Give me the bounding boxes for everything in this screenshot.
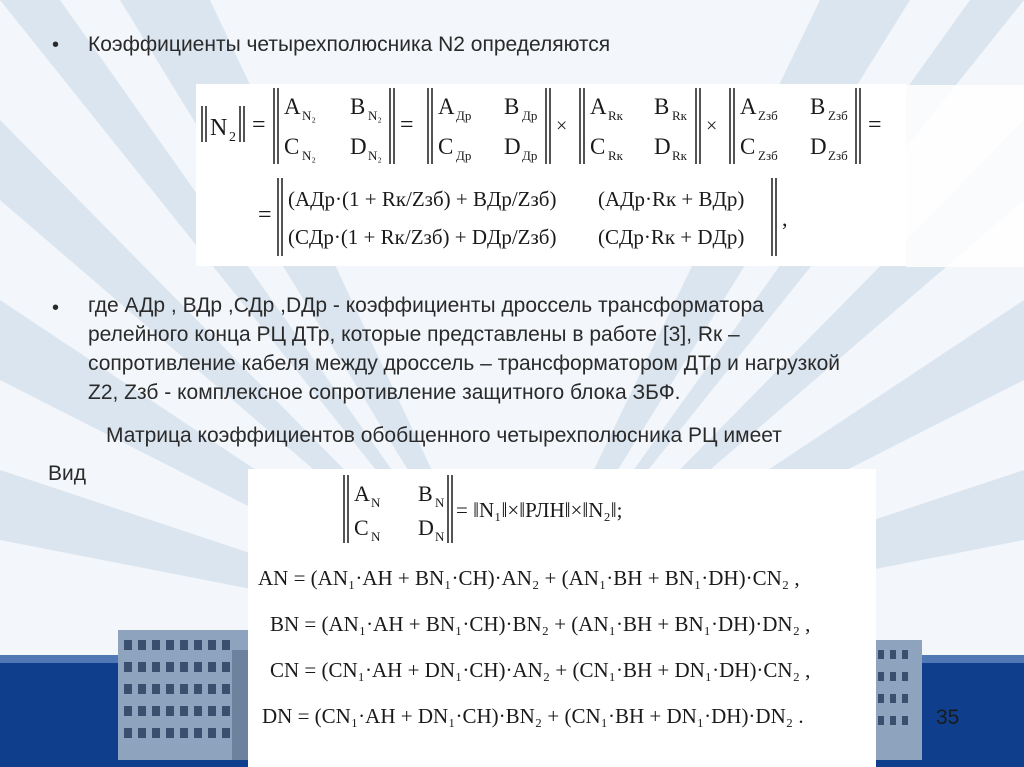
result-row1-left: (AДр·(1 + Rк/Zзб) + BДр/Zзб): [288, 187, 557, 211]
f2-rhs: = ‖N₁‖×‖РЛН‖×‖N₂‖;: [456, 498, 623, 522]
formula2-line-dn: DN = (CN₁·AН + DN₁·CН)·BN₂ + (CN₁·BН + DN₁·DН)·DN₂ .: [262, 704, 804, 728]
m1-d-sub: N₂: [368, 148, 382, 163]
m1-d: D: [350, 134, 367, 159]
m3-b-sub: Rк: [672, 108, 687, 123]
result-row1-right: (AДр·Rк + BДр): [598, 187, 745, 211]
equals-sign: =: [252, 112, 266, 138]
equals-sign: =: [400, 112, 414, 138]
f2-m-d: D: [418, 515, 434, 540]
formula2-box: [248, 469, 876, 767]
m2-b: B: [504, 94, 520, 119]
f2-m-c-sub: N: [371, 529, 381, 544]
m2-b-sub: Др: [522, 108, 538, 123]
comma: ,: [782, 206, 788, 231]
formula1-lhs-sub: 2: [229, 130, 236, 145]
f2-m-d-sub: N: [435, 529, 445, 544]
m3-a: A: [590, 94, 607, 119]
bullet1-text: Коэффициенты четырехполюсника N2 определяются: [88, 33, 611, 56]
m2-a: A: [438, 94, 455, 119]
matrix-n2: [274, 88, 414, 164]
matrix-zzb: [730, 88, 882, 164]
formula2-line-bn: BN = (AN₁·AН + BN₁·CН)·BN₂ + (AN₁·BН + BN₁·DН)·DN₂ ,: [270, 612, 811, 636]
formula1-box: [196, 84, 906, 266]
formula2-line-cn: CN = (CN₁·AН + DN₁·CН)·AN₂ + (CN₁·BН + DN₁·DН)·CN₂ ,: [270, 658, 811, 682]
page-number: 35: [936, 706, 960, 729]
times-sign: ×: [556, 115, 568, 137]
indent-text: Матрица коэффициентов обобщенного четырехполюсника РЦ имеет: [106, 424, 782, 447]
result-row2-right: (CДр·Rк + DДр): [598, 225, 745, 249]
m4-a-sub: Zзб: [758, 108, 778, 123]
bullet-marker: •: [52, 34, 60, 56]
bullet-marker: •: [52, 297, 60, 319]
m4-a: A: [740, 94, 757, 119]
m2-a-sub: Др: [456, 108, 472, 123]
m2-d: D: [504, 134, 521, 159]
building-right: [872, 640, 922, 760]
m1-a: A: [284, 94, 301, 119]
f2-m-b: B: [418, 481, 433, 506]
f2-m-c: C: [354, 515, 369, 540]
m3-d-sub: Rк: [672, 148, 687, 163]
bullet2-line3: сопротивление кабеля между дроссель – трансформатором ДТр и нагрузкой: [88, 352, 841, 375]
f2-m-a: A: [354, 481, 370, 506]
bullet2-line4: Z2, Zзб - комплексное сопротивление защитного блока ЗБФ.: [88, 381, 681, 404]
vid-text: Вид: [48, 462, 86, 485]
f2-m-b-sub: N: [435, 495, 445, 510]
building-left: [118, 630, 252, 760]
formula2-header: [344, 475, 622, 544]
m2-c: C: [438, 134, 454, 159]
m4-c-sub: Zзб: [758, 148, 778, 163]
m3-c: C: [590, 134, 606, 159]
equals-sign: =: [258, 202, 272, 228]
bullet2-line1: где АДр , ВДр ,СДр ,DДр - коэффициенты дроссель трансформатора: [88, 294, 764, 317]
m1-c: C: [284, 134, 300, 159]
formula1-lhs: [202, 106, 266, 145]
formula2-line-an: AN = (AN₁·AН + BN₁·CН)·AN₂ + (AN₁·BН + BN₁·DН)·CN₂ ,: [258, 566, 800, 590]
m3-a-sub: Rк: [608, 108, 623, 123]
m3-d: D: [654, 134, 671, 159]
m4-d: D: [810, 134, 827, 159]
matrix-rk: [580, 88, 717, 164]
times-sign: ×: [706, 115, 718, 137]
equals-sign: =: [868, 112, 882, 138]
m4-b-sub: Zзб: [828, 108, 848, 123]
m4-c: C: [740, 134, 756, 159]
matrix-dr: [428, 88, 567, 164]
formula1-result: [258, 178, 788, 256]
f2-m-a-sub: N: [371, 495, 381, 510]
formula1-lhs-symbol: N: [210, 115, 228, 141]
formula2: [248, 469, 876, 767]
m1-b: B: [350, 94, 366, 119]
m1-a-sub: N₂: [302, 108, 316, 123]
m4-d-sub: Zзб: [828, 148, 848, 163]
m2-d-sub: Др: [522, 148, 538, 163]
m1-c-sub: N₂: [302, 148, 316, 163]
m1-b-sub: N₂: [368, 108, 382, 123]
result-row2-left: (CДр·(1 + Rк/Zзб) + DДр/Zзб): [288, 225, 557, 249]
m2-c-sub: Др: [456, 148, 472, 163]
bullet2-line2: релейного конца РЦ ДТр, которые представлены в работе [3], Rк –: [88, 323, 740, 346]
m3-c-sub: Rк: [608, 148, 623, 163]
m4-b: B: [810, 94, 826, 119]
formula1: [196, 84, 906, 266]
m3-b: B: [654, 94, 670, 119]
